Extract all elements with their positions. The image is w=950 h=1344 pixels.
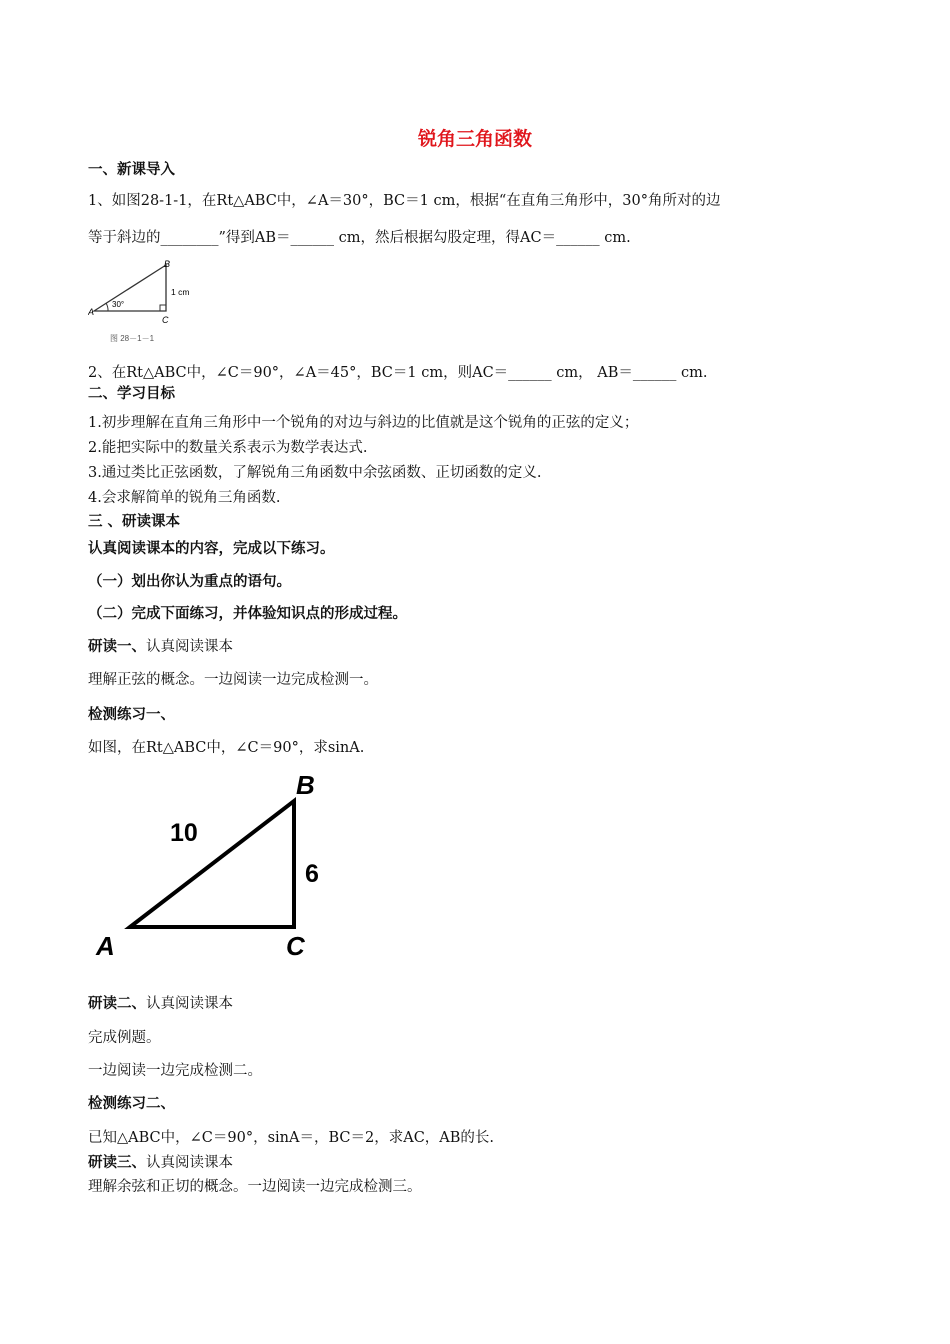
question-1-line-2: 等于斜边的________”得到AB＝______ cm，然后根据勾股定理，得AC＝______ cm.: [88, 230, 631, 246]
vertex-c-label: C: [286, 931, 305, 961]
question-2: 2、在Rt△ABC中，∠C＝90°，∠A＝45°，BC＝1 cm，则AC＝______ cm， AB＝______ cm.: [88, 365, 708, 381]
hypotenuse-length: 10: [170, 819, 198, 847]
side-bc-length: 6: [305, 860, 319, 888]
check-2-heading: 检测练习二、: [88, 1096, 175, 1112]
side-length-label: 1 cm: [171, 287, 190, 297]
reading-intro: 认真阅读课本的内容，完成以下练习。: [88, 541, 335, 557]
page-title: 锐角三角函数: [417, 128, 532, 150]
main-triangle: [130, 801, 294, 927]
read-1-heading: 研读一、认真阅读课本: [88, 639, 233, 655]
subsection-1: （一）划出你认为重点的语句。: [88, 574, 291, 590]
check-1-question: 如图，在Rt△ABC中，∠C＝90°，求sinA.: [88, 740, 365, 756]
figure-caption: 图 28－1－1: [110, 334, 155, 343]
angle-arc: [106, 303, 108, 311]
read-3-text: 理解余弦和正切的概念。一边阅读一边完成检测三。: [88, 1179, 422, 1195]
figure-28-1-1: [88, 255, 208, 350]
goal-item: 4.会求解简单的锐角三角函数.: [88, 490, 281, 506]
label-a: A: [88, 307, 95, 317]
question-1-line-1: 1、如图28-1-1，在Rt△ABC中，∠A＝30°，BC＝1 cm，根据“在直角三角形中，30°角所对的边: [88, 193, 721, 209]
figure-right-triangle: [88, 765, 348, 970]
check-2-question: 已知△ABC中，∠C＝90°，sinA＝，BC＝2，求AC，AB的长.: [88, 1130, 495, 1146]
read-2-text-1: 完成例题。: [88, 1030, 161, 1046]
right-angle-mark: [160, 305, 166, 311]
vertex-a-label: A: [96, 931, 115, 961]
label-c: C: [162, 315, 169, 325]
goal-item: 2.能把实际中的数量关系表示为数学表达式.: [88, 440, 368, 456]
read-1-text: 理解正弦的概念。一边阅读一边完成检测一。: [88, 672, 378, 688]
small-triangle: [94, 265, 166, 311]
section-heading-goals: 二、学习目标: [88, 386, 175, 402]
check-1-heading: 检测练习一、: [88, 707, 175, 723]
read-2-text-2: 一边阅读一边完成检测二。: [88, 1063, 262, 1079]
vertex-b-label: B: [296, 770, 315, 800]
angle-label: 30°: [112, 300, 125, 309]
read-2-heading: 研读二、认真阅读课本: [88, 996, 233, 1012]
goal-item: 1.初步理解在直角三角形中一个锐角的对边与斜边的比值就是这个锐角的正弦的定义；: [88, 415, 639, 431]
read-3-heading: 研读三、认真阅读课本: [88, 1155, 233, 1171]
section-heading-intro: 一、新课导入: [88, 162, 175, 178]
section-heading-reading: 三 、研读课本: [88, 514, 181, 530]
label-b: B: [164, 259, 171, 269]
subsection-2: （二）完成下面练习，并体验知识点的形成过程。: [88, 606, 407, 622]
goal-item: 3.通过类比正弦函数，了解锐角三角函数中余弦函数、正切函数的定义.: [88, 465, 542, 481]
